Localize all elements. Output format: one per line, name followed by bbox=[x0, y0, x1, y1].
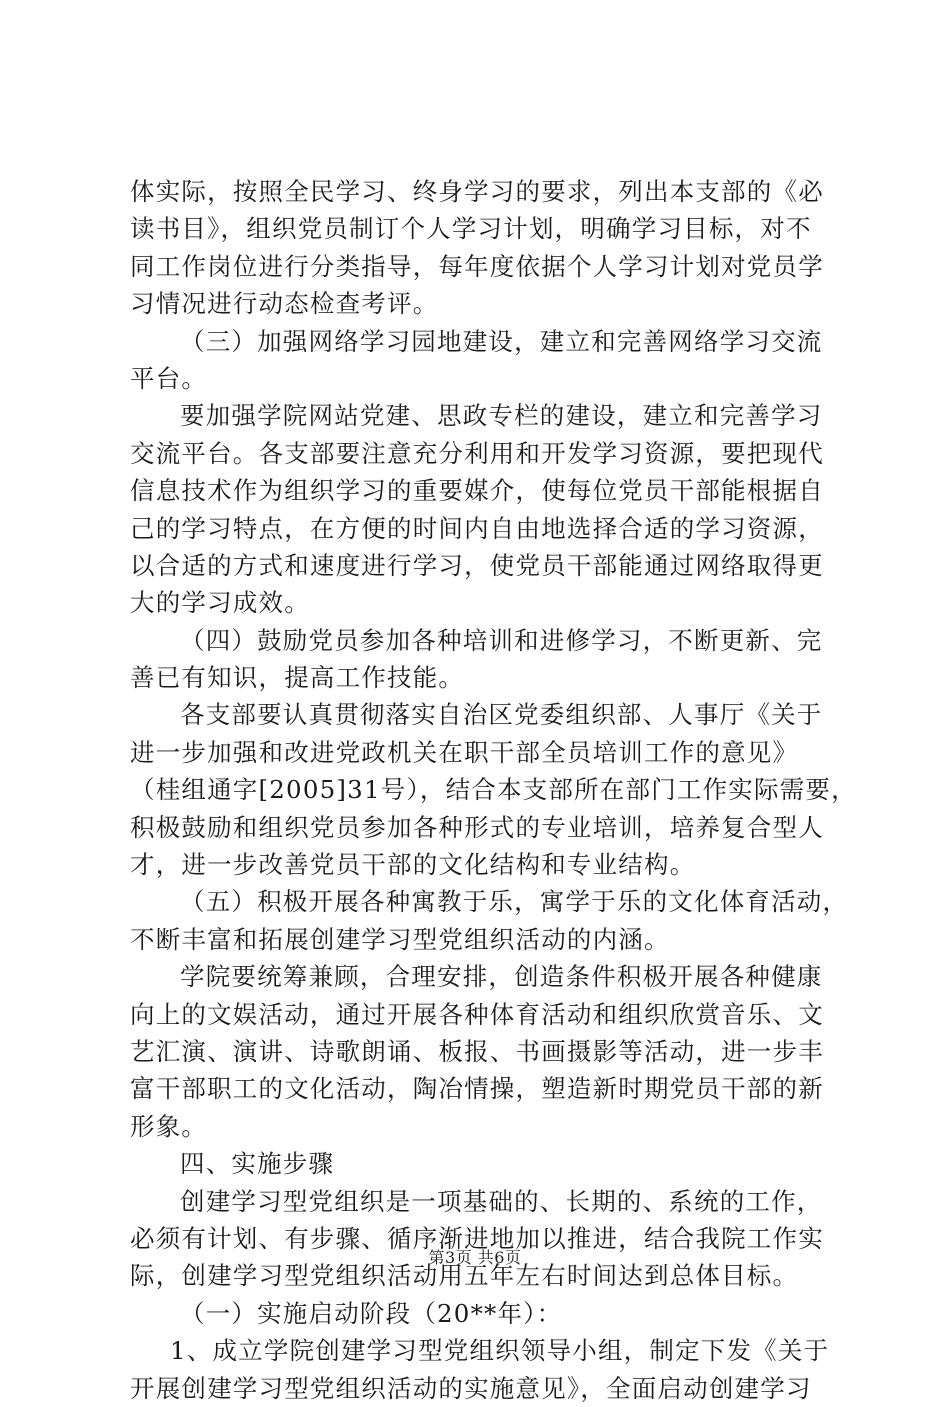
text-line: 艺汇演、演讲、诗歌朗诵、板报、书画摄影等活动，进一步丰 bbox=[130, 1036, 824, 1066]
text-line: 不断丰富和拓展创建学习型党组织活动的内涵。 bbox=[130, 924, 670, 954]
section-heading: （五）积极开展各种寓教于乐，寓学于乐的文化体育活动， bbox=[180, 887, 849, 917]
text-line: 平台。 bbox=[130, 363, 208, 393]
paragraph-start: 要加强学院网站党建、思政专栏的建设，建立和完善学习 bbox=[180, 401, 823, 431]
section-heading: （四）鼓励党员参加各种培训和进修学习，不断更新、完 bbox=[180, 625, 823, 655]
text-line: 己的学习特点，在方便的时间内自由地选择合适的学习资源， bbox=[130, 513, 824, 543]
section-heading: （一）实施启动阶段（20**年）： bbox=[180, 1298, 563, 1328]
text-line: 善已有知识，提高工作技能。 bbox=[130, 663, 465, 693]
document-body bbox=[130, 173, 857, 1407]
text-line: 以合适的方式和速度进行学习，使党员干部能通过网络取得更 bbox=[130, 550, 824, 580]
text-line: 积极鼓励和组织党员参加各种形式的专业培训，培养复合型人 bbox=[130, 812, 824, 842]
paragraph-start: 学院要统筹兼顾，合理安排，创造条件积极开展各种健康 bbox=[180, 962, 823, 992]
text-line: 富干部职工的文化活动，陶冶情操，塑造新时期党员干部的新 bbox=[130, 1074, 824, 1104]
text-line: 际，创建学习型党组织活动用五年左右时间达到总体目标。 bbox=[130, 1261, 799, 1291]
text-line: 同工作岗位进行分类指导，每年度依据个人学习计划对党员学 bbox=[130, 251, 824, 281]
list-item: 1、成立学院创建学习型党组织领导小组，制定下发《关于 bbox=[170, 1336, 830, 1366]
text-line: 进一步加强和改进党政机关在职干部全员培训工作的意见》 bbox=[130, 737, 799, 767]
text-line: 形象。 bbox=[130, 1111, 208, 1141]
text-line: 体实际，按照全民学习、终身学习的要求，列出本支部的《必 bbox=[130, 177, 824, 206]
text-line: 才，进一步改善党员干部的文化结构和专业结构。 bbox=[130, 850, 696, 880]
text-line: 读书目》，组织党员制订个人学习计划，明确学习目标，对不 bbox=[130, 214, 812, 244]
text-line: （桂组通字[2005]31号），结合本支部所在部门工作实际需要， bbox=[130, 775, 857, 805]
text-line: 习情况进行动态检查考评。 bbox=[130, 289, 439, 319]
text-line: 开展创建学习型党组织活动的实施意见》，全面启动创建学习 bbox=[130, 1373, 812, 1403]
page-number: 第3页 共6页 bbox=[428, 1248, 522, 1267]
paragraph-start: 创建学习型党组织是一项基础的、长期的、系统的工作， bbox=[180, 1186, 823, 1216]
section-heading: （三）加强网络学习园地建设，建立和完善网络学习交流 bbox=[180, 326, 823, 356]
text-line: 交流平台。各支部要注意充分利用和开发学习资源，要把现代 bbox=[130, 438, 824, 468]
text-line: 大的学习成效。 bbox=[130, 588, 310, 618]
paragraph-start: 各支部要认真贯彻落实自治区党委组织部、人事厅《关于 bbox=[180, 700, 823, 730]
text-line: 信息技术作为组织学习的重要媒介，使每位党员干部能根据自 bbox=[130, 476, 824, 506]
text-line: 必须有计划、有步骤、循序渐进地加以推进，结合我院工作实 bbox=[130, 1223, 824, 1253]
text-line: 向上的文娱活动，通过开展各种体育活动和组织欣赏音乐、文 bbox=[130, 999, 824, 1029]
section-title: 四、实施步骤 bbox=[180, 1149, 335, 1179]
page-footer bbox=[0, 1245, 950, 1268]
